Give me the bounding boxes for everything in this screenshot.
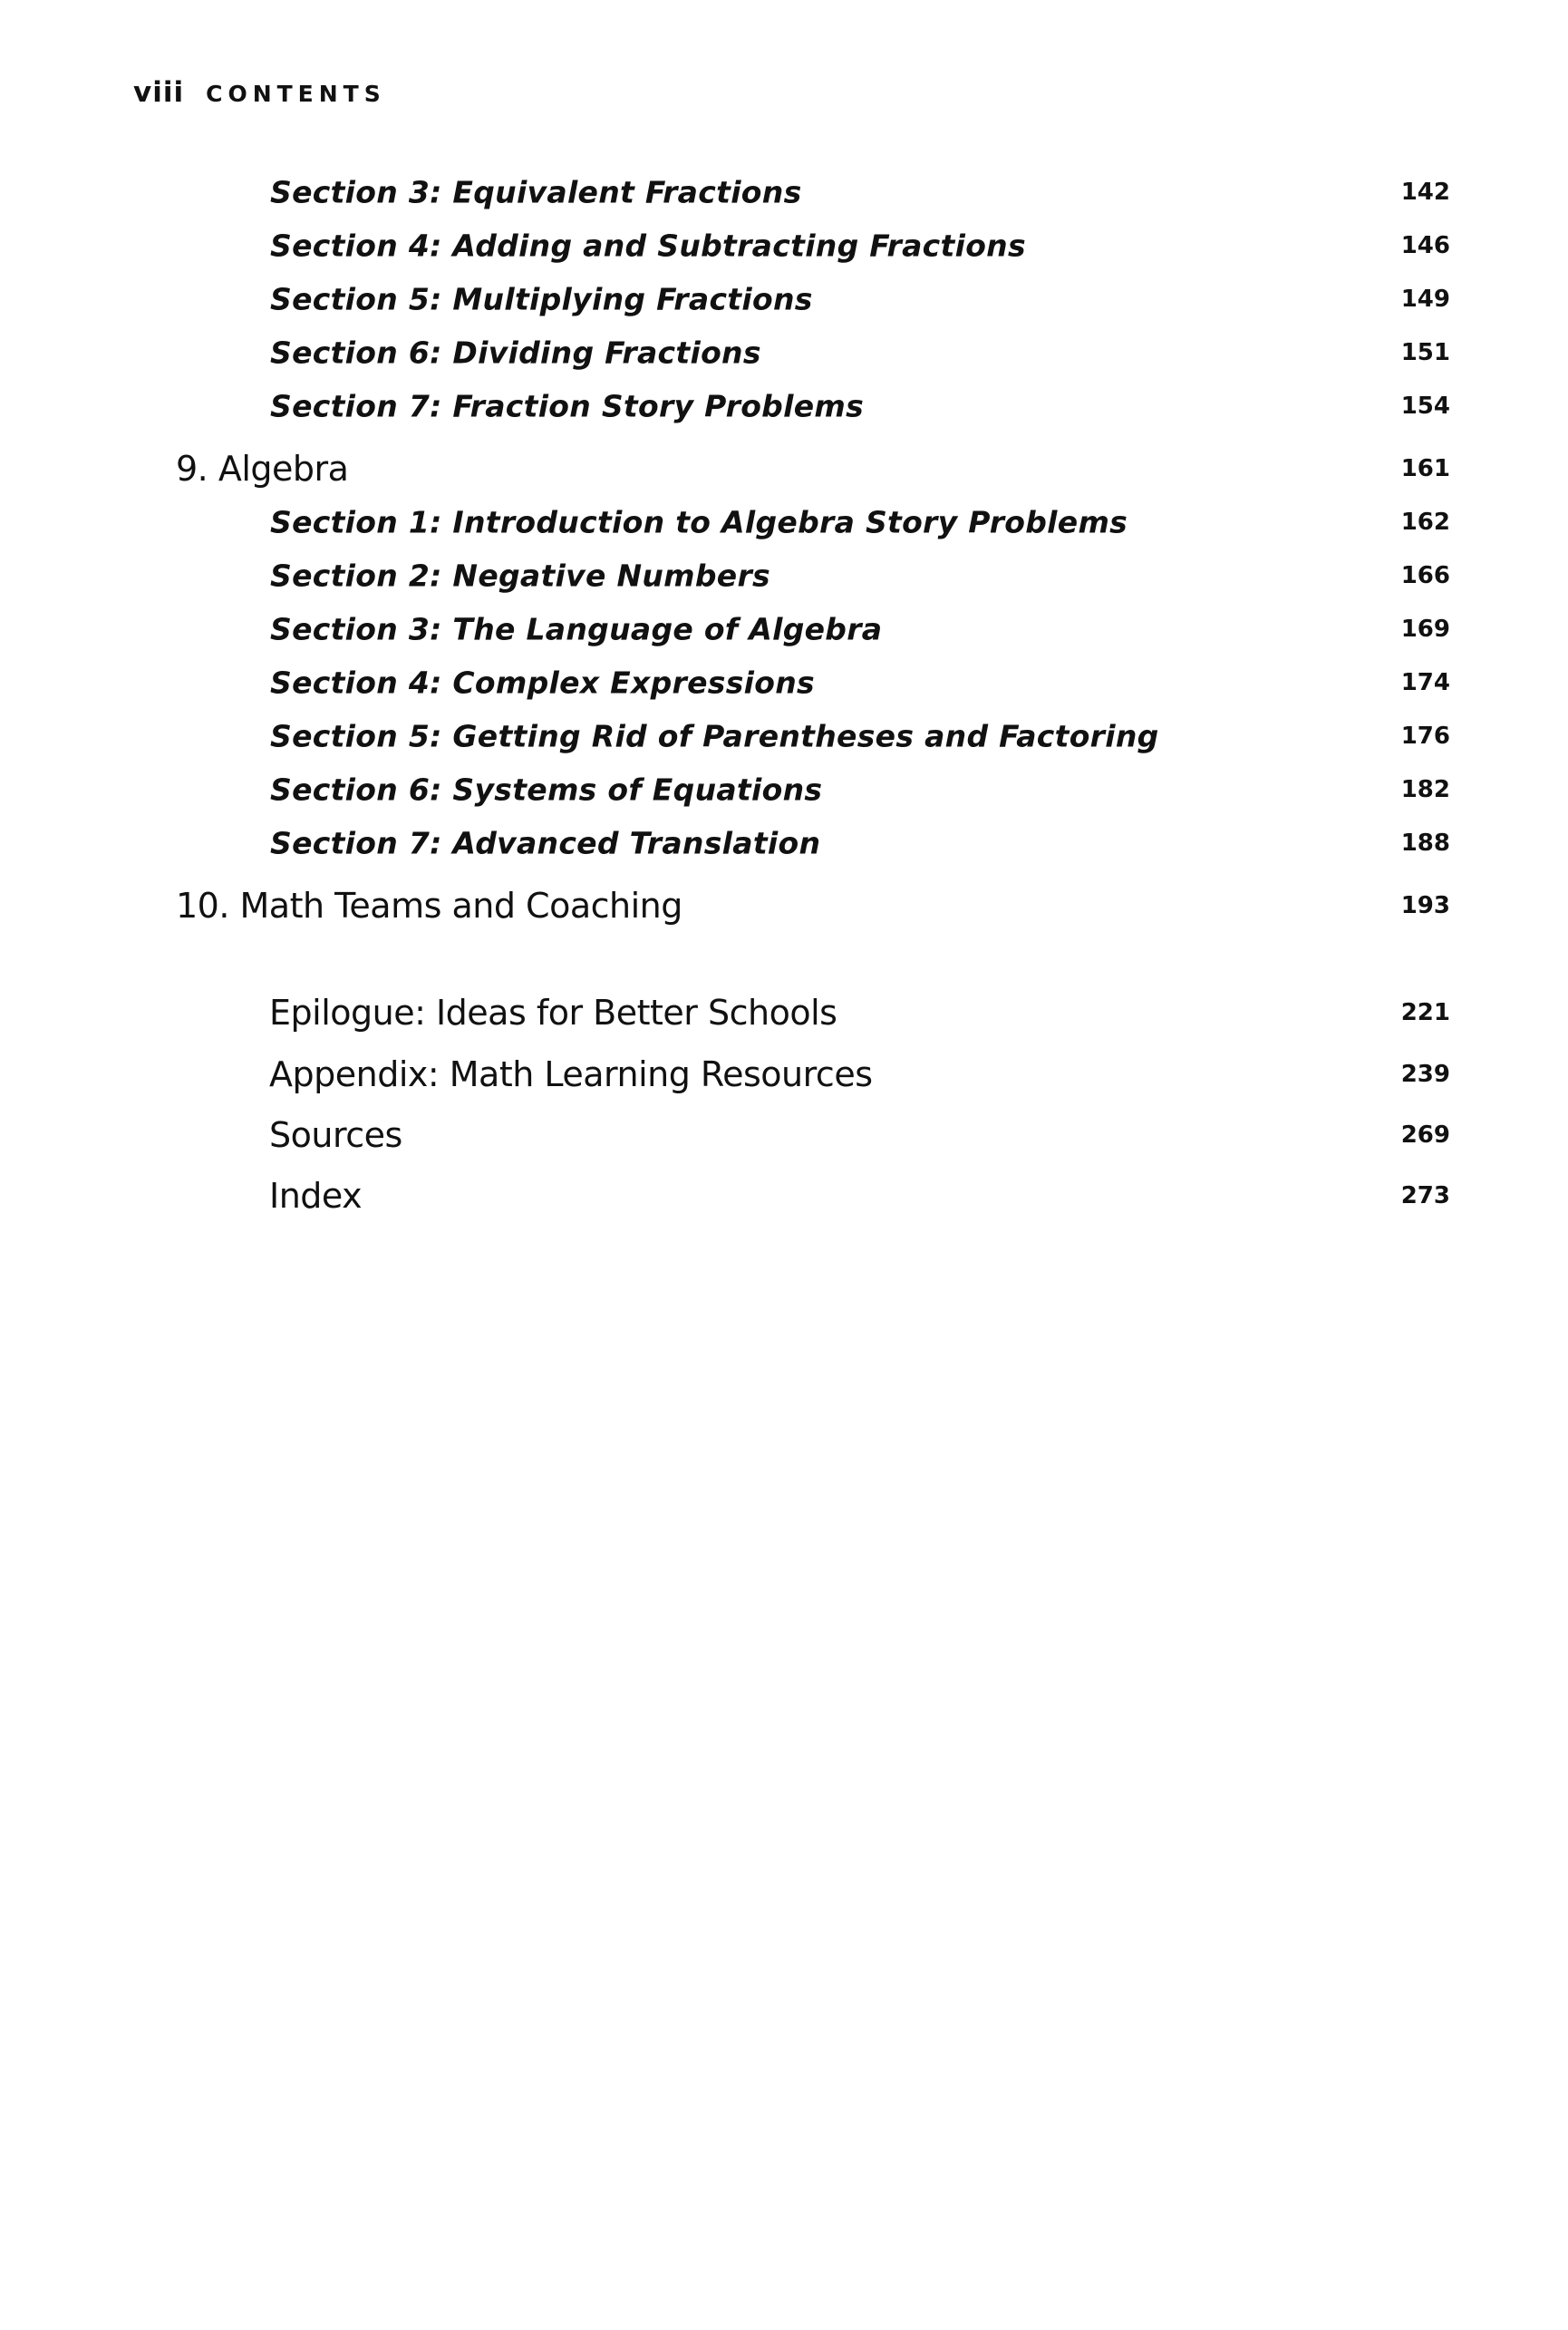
toc-page-number: 166: [1400, 562, 1450, 589]
toc-entry-title: Section 5: Getting Rid of Parentheses and Factoring: [270, 718, 1159, 754]
toc-entry-title: Section 3: The Language of Algebra: [270, 611, 883, 647]
toc-chapter-title: 9. Algebra: [176, 449, 349, 489]
toc-entry-chapter[interactable]: [0, 442, 1568, 496]
toc-entry-section[interactable]: [0, 495, 1568, 549]
toc-page-number: 174: [1400, 669, 1450, 696]
toc-entry-title: Section 4: Adding and Subtracting Fractions: [270, 228, 1026, 264]
toc-entry-section[interactable]: [0, 816, 1568, 870]
toc-entry-title: Section 6: Systems of Equations: [270, 772, 823, 808]
toc-page-number: 142: [1400, 179, 1450, 206]
toc-entry-title: Section 3: Equivalent Fractions: [270, 174, 802, 210]
toc-page-number: 239: [1400, 1061, 1450, 1088]
toc-entry-title: Section 1: Introduction to Algebra Story Problems: [270, 504, 1128, 540]
toc-page-number: 188: [1400, 830, 1450, 857]
toc-page-number: 269: [1400, 1121, 1450, 1149]
toc-entry-back-matter[interactable]: [0, 1169, 1568, 1223]
toc-page-number: 162: [1400, 509, 1450, 536]
toc-entry-title: Section 2: Negative Numbers: [270, 558, 770, 594]
toc-entry-section[interactable]: [0, 379, 1568, 433]
toc-entry-section[interactable]: [0, 709, 1568, 763]
toc-entry-title: Index: [269, 1176, 363, 1216]
toc-entry-section[interactable]: [0, 272, 1568, 326]
toc-entry-back-matter[interactable]: [0, 985, 1568, 1040]
toc-page-number: 273: [1400, 1182, 1450, 1209]
toc-page-number: 161: [1400, 455, 1450, 482]
toc-page-number: 221: [1400, 999, 1450, 1026]
toc-page-number: 146: [1400, 232, 1450, 259]
running-head: [133, 76, 386, 112]
toc-entry-title: Epilogue: Ideas for Better Schools: [269, 993, 837, 1033]
toc-entry-back-matter[interactable]: [0, 1047, 1568, 1102]
toc-page-number: 182: [1400, 776, 1450, 803]
toc-entry-section[interactable]: [0, 165, 1568, 219]
toc-page-number: 151: [1400, 339, 1450, 366]
toc-entry-title: Appendix: Math Learning Resources: [269, 1054, 873, 1094]
toc-page-number: 176: [1400, 723, 1450, 750]
toc-entry-back-matter[interactable]: [0, 1108, 1568, 1162]
toc-entry-section[interactable]: [0, 325, 1568, 380]
page-number: viii: [133, 76, 185, 109]
toc-entry-title: Section 7: Fraction Story Problems: [270, 388, 865, 424]
toc-entry-section[interactable]: [0, 762, 1568, 817]
toc-entry-chapter[interactable]: [0, 879, 1568, 933]
toc-page-number: 193: [1400, 892, 1450, 919]
toc-entry-section[interactable]: [0, 602, 1568, 656]
toc-page-number: 169: [1400, 616, 1450, 643]
toc-chapter-title: 10. Math Teams and Coaching: [176, 886, 682, 926]
toc-entry-title: Section 5: Multiplying Fractions: [270, 281, 813, 317]
toc-entry-title: Section 7: Advanced Translation: [270, 825, 821, 861]
toc-entry-section[interactable]: [0, 549, 1568, 603]
toc-entry-section[interactable]: [0, 218, 1568, 273]
toc-entry-title: Section 4: Complex Expressions: [270, 665, 815, 701]
toc-entry-section[interactable]: [0, 655, 1568, 710]
toc-entry-title: Sources: [269, 1115, 402, 1155]
toc-page-number: 154: [1400, 393, 1450, 420]
running-title: CONTENTS: [206, 81, 386, 107]
toc-page-number: 149: [1400, 286, 1450, 313]
toc-entry-title: Section 6: Dividing Fractions: [270, 335, 761, 371]
